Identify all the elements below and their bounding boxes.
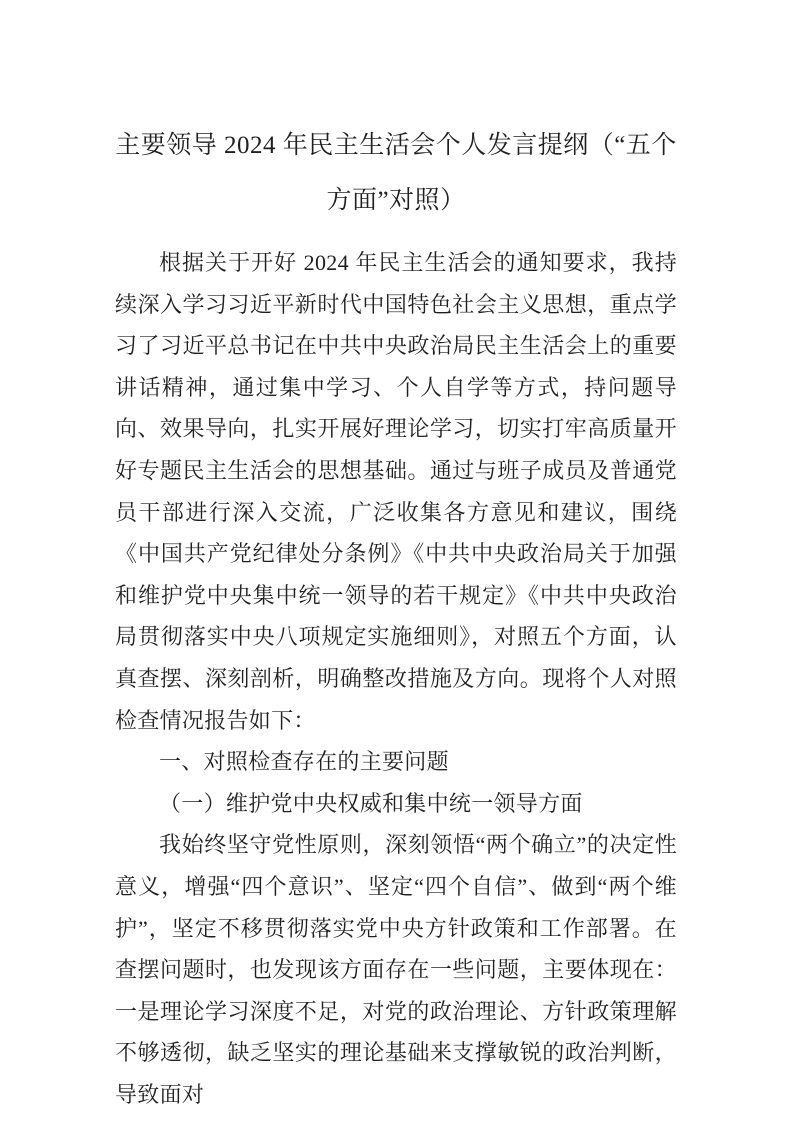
document-title: 主要领导 2024 年民主生活会个人发言提纲（“五个方面”对照） xyxy=(115,132,677,214)
section-heading: 一、对照检查存在的主要问题 xyxy=(159,749,449,775)
subsection-heading: （一）维护党中央权威和集中统一领导方面 xyxy=(159,790,583,816)
paragraph-intro: 根据关于开好 2024 年民主生活会的通知要求，我持续深入学习习近平新时代中国特色社会主义思想，重点学习了习近平总书记在中共中央政治局民主生活会上的重要讲话精神，通过集中学习、个人自学等方式，持问题导向、效果导向，扎实开展好理论学习，切实打牢高质量开好专题民主生活会的思想基础。通过与班子成员及普通党员干部进行深入交流，广泛收集各方意见和建议，围绕《中国共产党纪律处分条例》《中共中央政治局关于加强和维护党中央集中统一领导的若干规定》《中共中央政治局贯彻落实中央八项规定实施细则》，对照五个方面，认真查摆、深刻剖析，明确整改措施及方向。现将个人对照检查情况报告如下： xyxy=(115,250,677,733)
paragraph-body: 我始终坚守党性原则，深刻领悟“两个确立”的决定性意义，增强“四个意识”、坚定“四个自信”、做到“两个维护”，坚定不移贯彻落实党中央方针政策和工作部署。在查摆问题时，也发现该方面存在一些问题，主要体现在：一是理论学习深度不足，对党的政治理论、方针政策理解不够透彻，缺乏坚实的理论基础来支撑敏锐的政治判断，导致面对 xyxy=(115,832,677,1107)
